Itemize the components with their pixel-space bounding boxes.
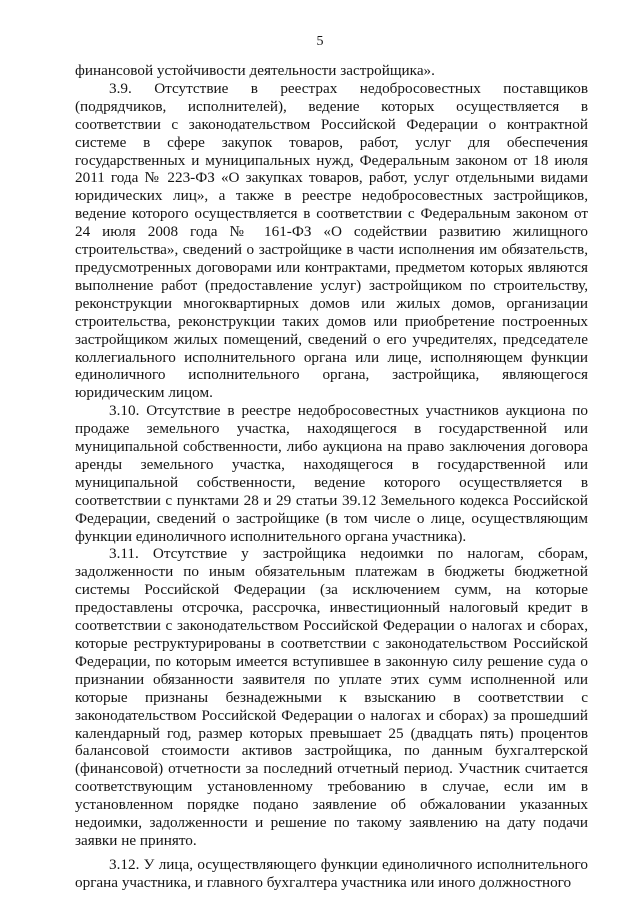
paragraph-3-10: 3.10. Отсутствие в реестре недобросовестных участников аукциона по продаже земельного участка, находящегося в государственной или муниципальной собственности, либо аукциона на право заключения договора аренды земельного участка, находящегося в государственной или муниципальной собственности, ведение которого осуществляется в соответствии с пунктами 28 и 29 статьи 39.12 Земельного кодекса Российской Федерации, сведений о застройщике (в том числе о лице, осуществляющим функции единоличного исполнительного органа участника).	[75, 402, 588, 545]
paragraph-3-11: 3.11. Отсутствие у застройщика недоимки по налогам, сборам, задолженности по иным обязательным платежам в бюджеты бюджетной системы Российской Федерации (за исключением сумм, на которые предоставлены отсрочка, рассрочка, инвестиционный налоговый кредит в соответствии с законодательством Российской Федерации о налогах и сборах, которые реструктурированы в соответствии с законодательством Российской Федерации, по которым имеется вступившее в законную силу решение суда о признании обязанности заявителя по уплате этих сумм исполненной или которые признаны безнадежными к взысканию в соответствии с законодательством Российской Федерации о налогах и сборах) за прошедший календарный год, размер которых превышает 25 (двадцать пять) процентов балансовой стоимости активов застройщика, по данным бухгалтерской (финансовой) отчетности за последний отчетный период. Участник считается соответствующим установленному требованию в случае, если им в установленном порядке подано заявление об обжаловании указанных недоимки, задолженности и решение по такому заявлению на дату подачи заявки не принято.	[75, 545, 588, 849]
paragraph-3-9: 3.9. Отсутствие в реестрах недобросовестных поставщиков (подрядчиков, исполнителей), ведение которых осуществляется в соответствии с законодательством Российской Федерации о контрактной системе в сфере закупок товаров, работ, услуг для обеспечения государственных и муниципальных нужд, Федеральным законом от 18 июля 2011 года № 223-ФЗ «О закупках товаров, работ, услуг отдельными видами юридических лиц», а также в реестре недобросовестных застройщиков, ведение которого осуществляется в соответствии с Федеральным законом от 24 июля 2008 года № 161-ФЗ «О содействии развитию жилищного строительства», сведений о застройщике в части исполнения им обязательств, предусмотренных договорами или контрактами, предметом которых являются выполнение работ (предоставление услуг) застройщиком по строительству, реконструкции многоквартирных домов или жилых домов, организации строительства, реконструкции таких домов или приобретение построенных застройщиком жилых помещений, сведений о его учредителях, председателе коллегиального исполнительного органа или лице, исполняющем функции единоличного исполнительного органа, застройщика, являющегося юридическим лицом.	[75, 79, 588, 402]
page-number: 5	[316, 34, 324, 49]
paragraph-continuation: финансовой устойчивости деятельности застройщика».	[75, 62, 435, 79]
paragraph-3-12: 3.12. У лица, осуществляющего функции единоличного исполнительного органа участника, и главного бухгалтера участника или иного должностного	[75, 855, 588, 891]
document-body	[75, 62, 588, 892]
